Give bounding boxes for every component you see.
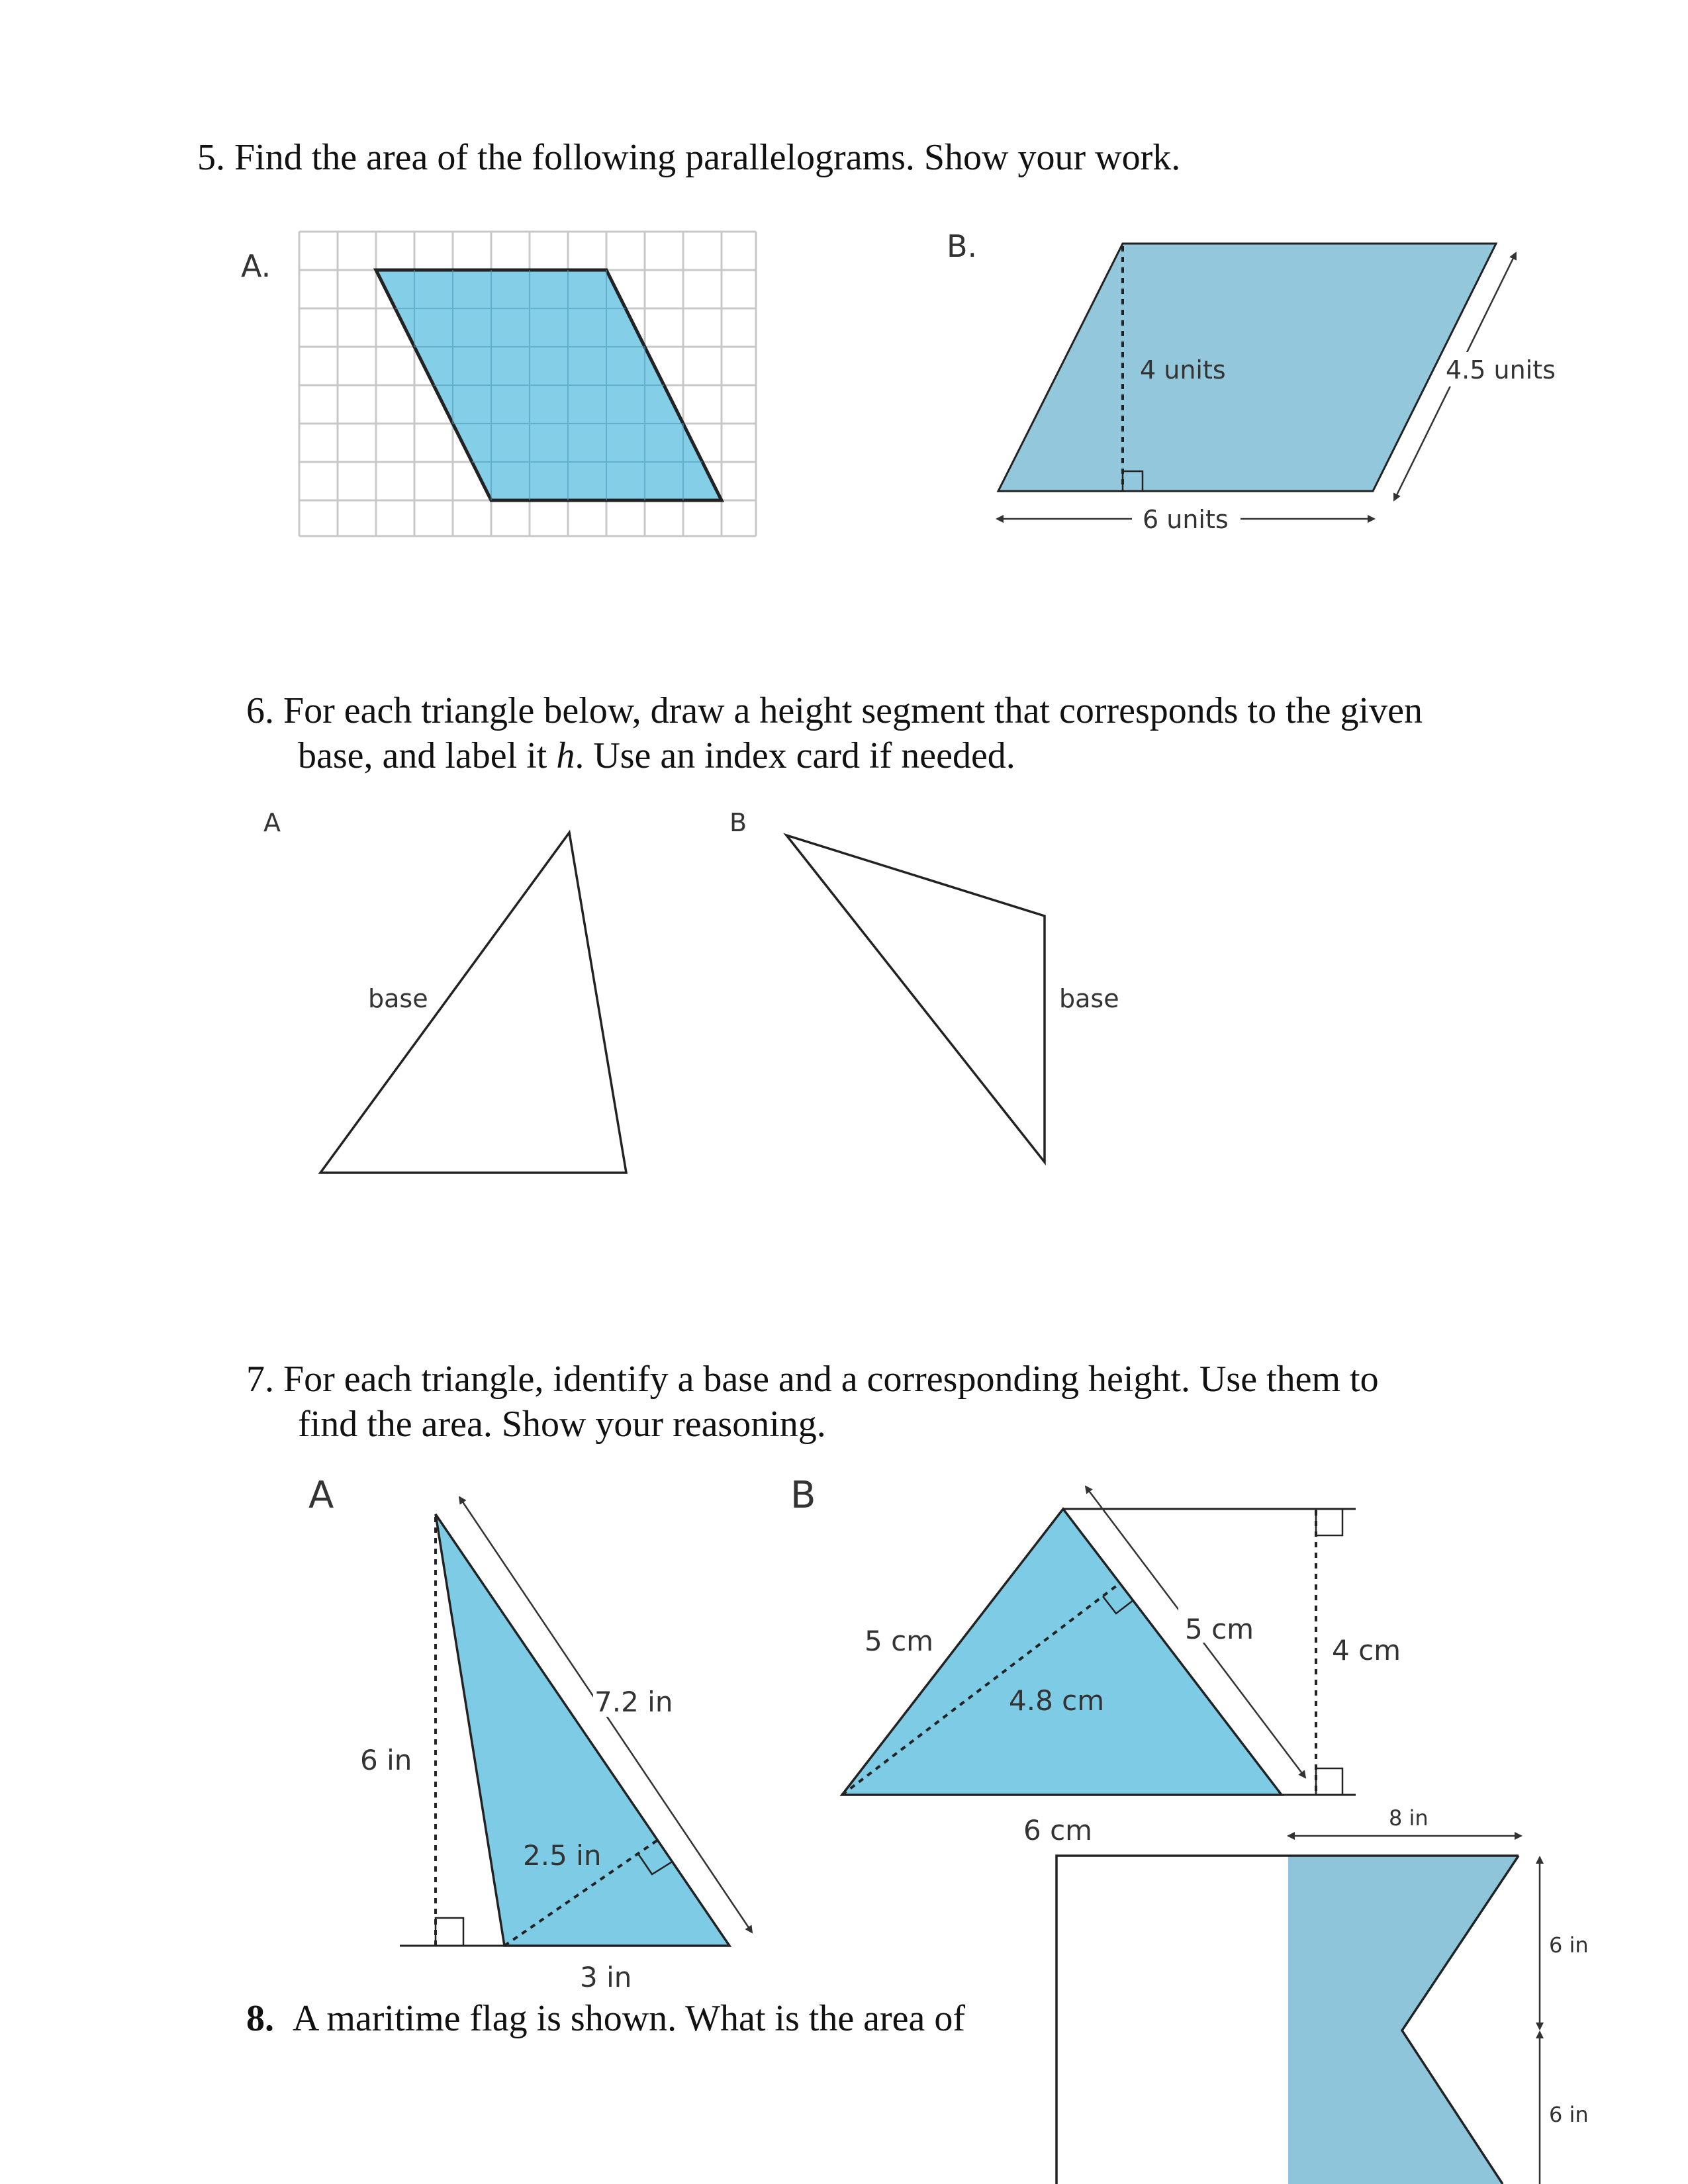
question-6-line2-pre: base, and label it [298, 735, 557, 776]
q7a-triangle [436, 1514, 729, 1946]
question-8-body: A maritime flag is shown. What is the area of [293, 1998, 966, 2039]
q8-height-label-2: 6 in [1549, 2102, 1589, 2127]
q6-label-b: B [729, 808, 747, 837]
q8-height-label-1: 6 in [1549, 1933, 1589, 1958]
q7b-right-label: 5 cm [1185, 1613, 1254, 1645]
question-6-line1: 6. For each triangle below, draw a height segment that corresponds to the given [246, 690, 1423, 731]
q7b-left-label: 5 cm [865, 1625, 934, 1657]
question-7-line1: 7. For each triangle, identify a base and a corresponding height. Use them to [246, 1359, 1379, 1400]
q6b-triangle [786, 835, 1045, 1162]
q7b-top-right-angle [1316, 1509, 1342, 1535]
q7-label-b: B [790, 1474, 816, 1517]
q7b-height-label: 4 cm [1332, 1634, 1401, 1666]
height-variable: h [556, 735, 575, 776]
q5-label-b: B. [947, 228, 978, 264]
q8-width-label: 8 in [1389, 1805, 1429, 1831]
q5b-height-label: 4 units [1140, 355, 1226, 385]
q5b-parallelogram [998, 244, 1496, 491]
q6-label-a: A [263, 808, 281, 837]
q5b-base-label: 6 units [1143, 505, 1229, 534]
q7b-inner-label: 4.8 cm [1009, 1684, 1105, 1717]
q6b-base-label: base [1059, 984, 1119, 1013]
q7a-height-label: 6 in [360, 1744, 412, 1776]
question-5-text: 5. Find the area of the following parallelograms. Show your work. [197, 137, 1181, 178]
q7a-right-angle [436, 1918, 463, 1946]
question-6-line2-post: . Use an index card if needed. [575, 735, 1015, 776]
q6a-triangle [320, 833, 626, 1173]
question-7-line2: find the area. Show your reasoning. [298, 1404, 826, 1445]
q7-label-a: A [308, 1474, 334, 1517]
q7a-base-label: 3 in [580, 1961, 632, 1993]
q7b-base-label: 6 cm [1023, 1814, 1093, 1846]
q7a-inner-label: 2.5 in [523, 1839, 602, 1872]
q8-flag-white-section [1056, 1856, 1288, 2184]
q8-flag-blue-section [1288, 1856, 1519, 2184]
question-8-number: 8. [246, 1998, 274, 2039]
q7b-bottom-right-angle [1316, 1768, 1342, 1795]
q5b-side-label: 4.5 units [1446, 355, 1556, 385]
q7a-side-label: 7.2 in [594, 1686, 673, 1718]
q6a-base-label: base [368, 984, 428, 1013]
q5-label-a: A. [241, 248, 271, 284]
